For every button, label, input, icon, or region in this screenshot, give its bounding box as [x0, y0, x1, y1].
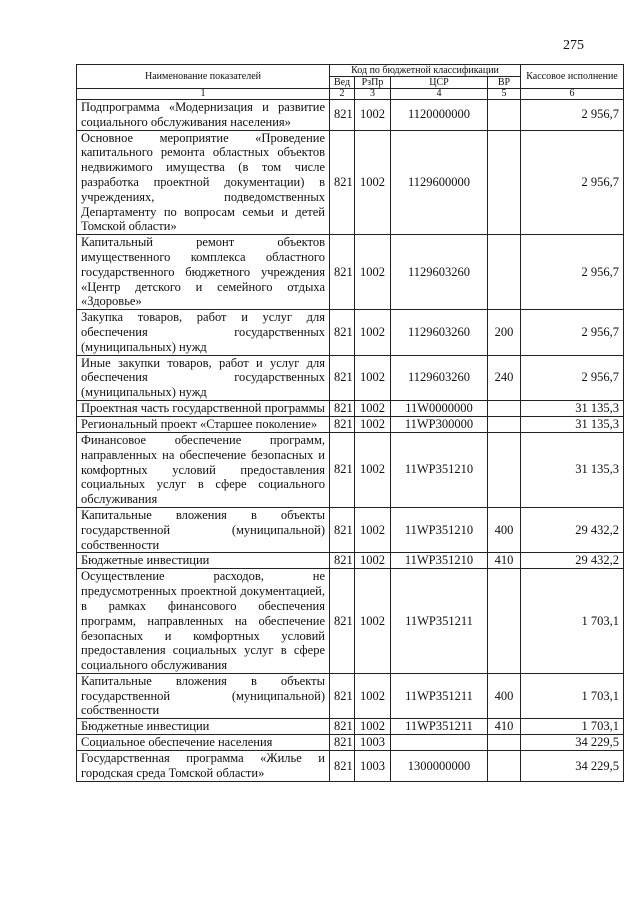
row-name: Бюджетные инвестиции — [77, 553, 330, 569]
row-vr: 410 — [488, 719, 521, 735]
row-csr: 1129603260 — [391, 310, 488, 355]
header-execution: Кассовое исполнение — [521, 65, 624, 89]
table-row — [77, 673, 624, 718]
row-amount: 29 432,2 — [521, 507, 624, 552]
row-name: Капитальные вложения в объекты государственной (муниципальной) собственности — [77, 673, 330, 718]
table-row — [77, 416, 624, 432]
table-row — [77, 130, 624, 235]
row-csr: 1129603260 — [391, 235, 488, 310]
row-vr — [488, 735, 521, 751]
row-name: Финансовое обеспечение программ, направленных на обеспечение безопасных и комфортных условий предоставления социальных услуг в сфере социального обслуживания — [77, 432, 330, 507]
row-rzpr: 1002 — [355, 569, 391, 674]
row-csr: 11WP351211 — [391, 719, 488, 735]
row-csr: 11WP351211 — [391, 569, 488, 674]
row-vr: 400 — [488, 507, 521, 552]
row-name: Социальное обеспечение населения — [77, 735, 330, 751]
table-row — [77, 553, 624, 569]
row-rzpr: 1003 — [355, 751, 391, 782]
table-row — [77, 100, 624, 131]
row-ved: 821 — [330, 355, 355, 400]
row-ved: 821 — [330, 130, 355, 235]
row-vr — [488, 569, 521, 674]
row-ved: 821 — [330, 507, 355, 552]
row-amount: 34 229,5 — [521, 751, 624, 782]
row-name: Проектная часть государственной программы — [77, 400, 330, 416]
row-vr — [488, 432, 521, 507]
col-number: 3 — [355, 89, 391, 100]
row-name: Основное мероприятие «Проведение капитального ремонта областных объектов недвижимого имущества (в том числе разработка проектной документации) в учреждениях, подведомственных Департаменту по вопросам семьи и детей Томской области» — [77, 130, 330, 235]
row-csr: 11WP351211 — [391, 673, 488, 718]
table-row — [77, 735, 624, 751]
row-rzpr: 1002 — [355, 310, 391, 355]
row-csr: 11WP300000 — [391, 416, 488, 432]
table-row — [77, 719, 624, 735]
row-csr: 11W0000000 — [391, 400, 488, 416]
row-ved: 821 — [330, 553, 355, 569]
row-ved: 821 — [330, 416, 355, 432]
row-rzpr: 1002 — [355, 553, 391, 569]
row-vr — [488, 130, 521, 235]
col-number: 1 — [77, 89, 330, 100]
page-number: 275 — [563, 38, 584, 53]
row-rzpr: 1002 — [355, 507, 391, 552]
header-csr: ЦСР — [391, 77, 488, 89]
row-vr — [488, 400, 521, 416]
row-amount: 2 956,7 — [521, 310, 624, 355]
row-amount: 34 229,5 — [521, 735, 624, 751]
table-row — [77, 569, 624, 674]
row-ved: 821 — [330, 751, 355, 782]
table-row — [77, 235, 624, 310]
row-name: Подпрограмма «Модернизация и развитие социального обслуживания населения» — [77, 100, 330, 131]
row-amount: 2 956,7 — [521, 130, 624, 235]
table-row — [77, 751, 624, 782]
row-ved: 821 — [330, 719, 355, 735]
header-ved: Вед — [330, 77, 355, 89]
table-row — [77, 355, 624, 400]
header-classification: Код по бюджетной классификации — [330, 65, 521, 77]
row-ved: 821 — [330, 400, 355, 416]
row-amount: 29 432,2 — [521, 553, 624, 569]
row-name: Осуществление расходов, не предусмотренных проектной документацией, в рамках финансового обеспечения программ, направленных на обеспечение безопасных и комфортных условий предоставления социальных услуг в сфере социального обслуживания — [77, 569, 330, 674]
col-number: 6 — [521, 89, 624, 100]
row-rzpr: 1002 — [355, 719, 391, 735]
row-rzpr: 1002 — [355, 355, 391, 400]
table-row — [77, 400, 624, 416]
row-vr — [488, 100, 521, 131]
table-row — [77, 432, 624, 507]
row-rzpr: 1002 — [355, 235, 391, 310]
col-number: 2 — [330, 89, 355, 100]
row-name: Закупка товаров, работ и услуг для обеспечения государственных (муниципальных) нужд — [77, 310, 330, 355]
row-ved: 821 — [330, 673, 355, 718]
row-ved: 821 — [330, 100, 355, 131]
row-vr — [488, 235, 521, 310]
row-rzpr: 1002 — [355, 432, 391, 507]
row-amount: 2 956,7 — [521, 355, 624, 400]
col-number: 5 — [488, 89, 521, 100]
row-amount: 31 135,3 — [521, 416, 624, 432]
row-rzpr: 1002 — [355, 673, 391, 718]
row-amount: 31 135,3 — [521, 400, 624, 416]
row-csr: 11WP351210 — [391, 432, 488, 507]
row-rzpr: 1002 — [355, 100, 391, 131]
row-amount: 31 135,3 — [521, 432, 624, 507]
row-name: Капитальный ремонт объектов имущественного комплекса областного государственного бюджетного учреждения «Центр детского и семейного отдыха «Здоровье» — [77, 235, 330, 310]
row-name: Бюджетные инвестиции — [77, 719, 330, 735]
table-body — [77, 100, 624, 782]
row-amount: 2 956,7 — [521, 235, 624, 310]
row-ved: 821 — [330, 735, 355, 751]
row-vr — [488, 751, 521, 782]
row-csr: 1300000000 — [391, 751, 488, 782]
header-vr: ВР — [488, 77, 521, 89]
row-rzpr: 1002 — [355, 416, 391, 432]
row-amount: 2 956,7 — [521, 100, 624, 131]
col-number: 4 — [391, 89, 488, 100]
header-rzpr: РзПр — [355, 77, 391, 89]
row-name: Региональный проект «Старшее поколение» — [77, 416, 330, 432]
row-ved: 821 — [330, 569, 355, 674]
row-csr: 1120000000 — [391, 100, 488, 131]
row-name: Капитальные вложения в объекты государственной (муниципальной) собственности — [77, 507, 330, 552]
row-ved: 821 — [330, 310, 355, 355]
row-csr — [391, 735, 488, 751]
row-name: Иные закупки товаров, работ и услуг для обеспечения государственных (муниципальных) нужд — [77, 355, 330, 400]
row-ved: 821 — [330, 235, 355, 310]
row-vr: 400 — [488, 673, 521, 718]
row-amount: 1 703,1 — [521, 569, 624, 674]
header-name: Наименование показателей — [77, 65, 330, 89]
row-rzpr: 1002 — [355, 130, 391, 235]
row-csr: 11WP351210 — [391, 553, 488, 569]
row-csr: 1129600000 — [391, 130, 488, 235]
row-rzpr: 1003 — [355, 735, 391, 751]
row-amount: 1 703,1 — [521, 719, 624, 735]
row-vr — [488, 416, 521, 432]
row-vr: 200 — [488, 310, 521, 355]
budget-table — [76, 64, 624, 782]
row-vr: 410 — [488, 553, 521, 569]
row-name: Государственная программа «Жилье и городская среда Томской области» — [77, 751, 330, 782]
row-ved: 821 — [330, 432, 355, 507]
table-row — [77, 310, 624, 355]
row-vr: 240 — [488, 355, 521, 400]
row-csr: 11WP351210 — [391, 507, 488, 552]
table-row — [77, 507, 624, 552]
row-rzpr: 1002 — [355, 400, 391, 416]
row-amount: 1 703,1 — [521, 673, 624, 718]
row-csr: 1129603260 — [391, 355, 488, 400]
